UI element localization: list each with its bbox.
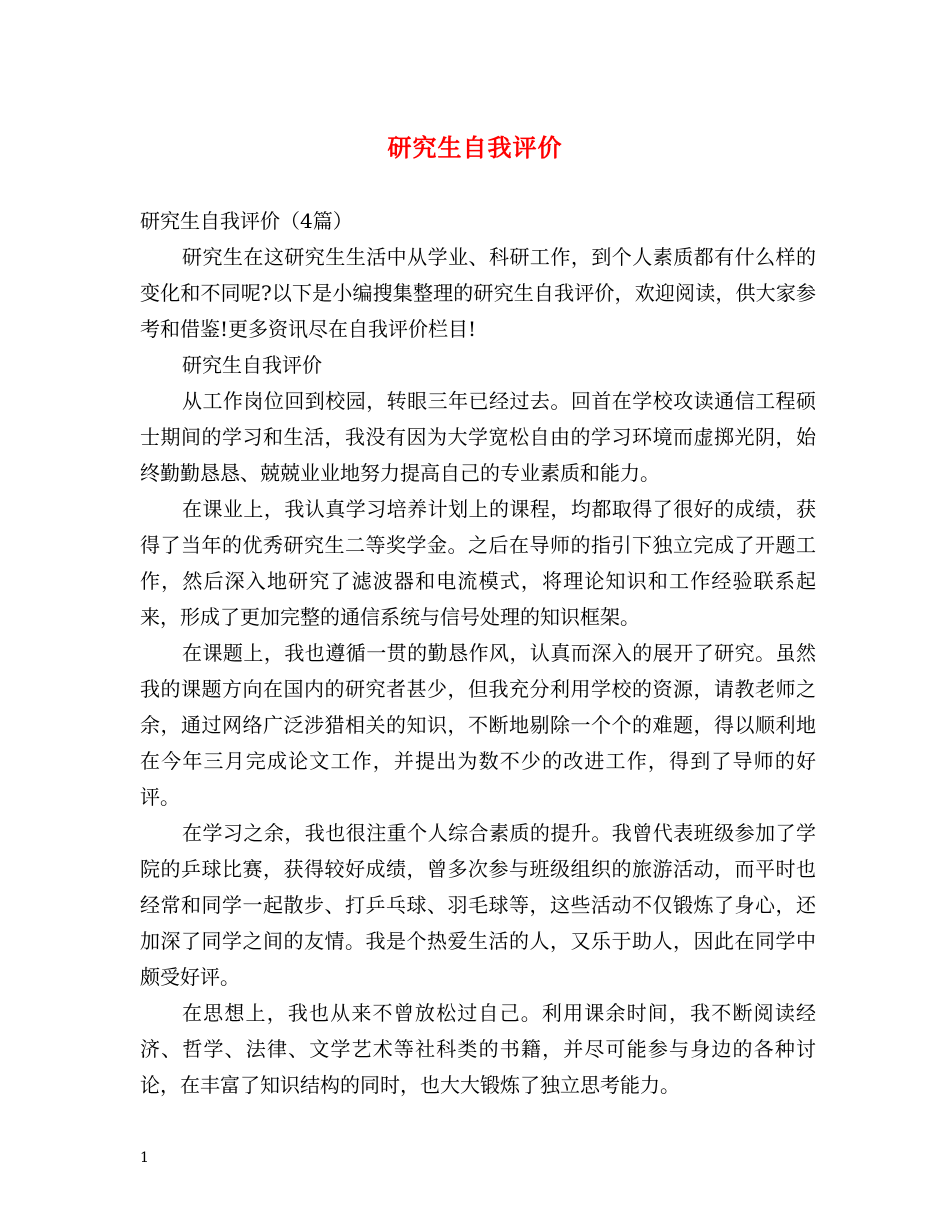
- body-paragraph: 在课业上，我认真学习培养计划上的课程，均都取得了很好的成绩，获得了当年的优秀研究生二等奖学金。之后在导师的指引下独立完成了开题工作，然后深入地研究了滤波器和电流模式，将理论知识和工作经验联系起来，形成了更加完整的通信系统与信号处理的知识框架。: [140, 497, 816, 629]
- body-paragraph: 在思想上，我也从来不曾放松过自己。利用课余时间，我不断阅读经济、哲学、法律、文学艺术等社科类的书籍，并尽可能参与身边的各种讨论，在丰富了知识结构的同时，也大大锻炼了独立思考能力。: [140, 1001, 816, 1097]
- body-paragraph: 在学习之余，我也很注重个人综合素质的提升。我曾代表班级参加了学院的乒球比赛，获得较好成绩，曾多次参与班级组织的旅游活动，而平时也经常和同学一起散步、打乒乓球、羽毛球等，这些活动不仅锻炼了身心，还加深了同学之间的友情。我是个热爱生活的人，又乐于助人，因此在同学中颇受好评。: [140, 821, 816, 989]
- page-number: 1: [140, 1150, 149, 1166]
- body-paragraph: 在课题上，我也遵循一贯的勤恳作风，认真而深入的展开了研究。虽然我的课题方向在国内的研究者甚少，但我充分利用学校的资源，请教老师之余，通过网络广泛涉猎相关的知识，不断地剔除一个个的难题，得以顺利地在今年三月完成论文工作，并提出为数不少的改进工作，得到了导师的好评。: [140, 641, 816, 809]
- section-heading: 研究生自我评价: [182, 353, 322, 377]
- subtitle-paragraph: 研究生自我评价（4篇）: [140, 209, 353, 233]
- intro-paragraph: 研究生在这研究生生活中从学业、科研工作，到个人素质都有什么样的变化和不同呢?以下是小编搜集整理的研究生自我评价，欢迎阅读，供大家参考和借鉴!更多资讯尽在自我评价栏目!: [140, 245, 816, 341]
- document-title: 研究生自我评价: [387, 133, 563, 162]
- document-body: [140, 203, 816, 1103]
- body-paragraph: 从工作岗位回到校园，转眼三年已经过去。回首在学校攻读通信工程硕士期间的学习和生活，我没有因为大学宽松自由的学习环境而虚掷光阴，始终勤勤恳恳、兢兢业业地努力提高自己的专业素质和能力。: [140, 389, 816, 485]
